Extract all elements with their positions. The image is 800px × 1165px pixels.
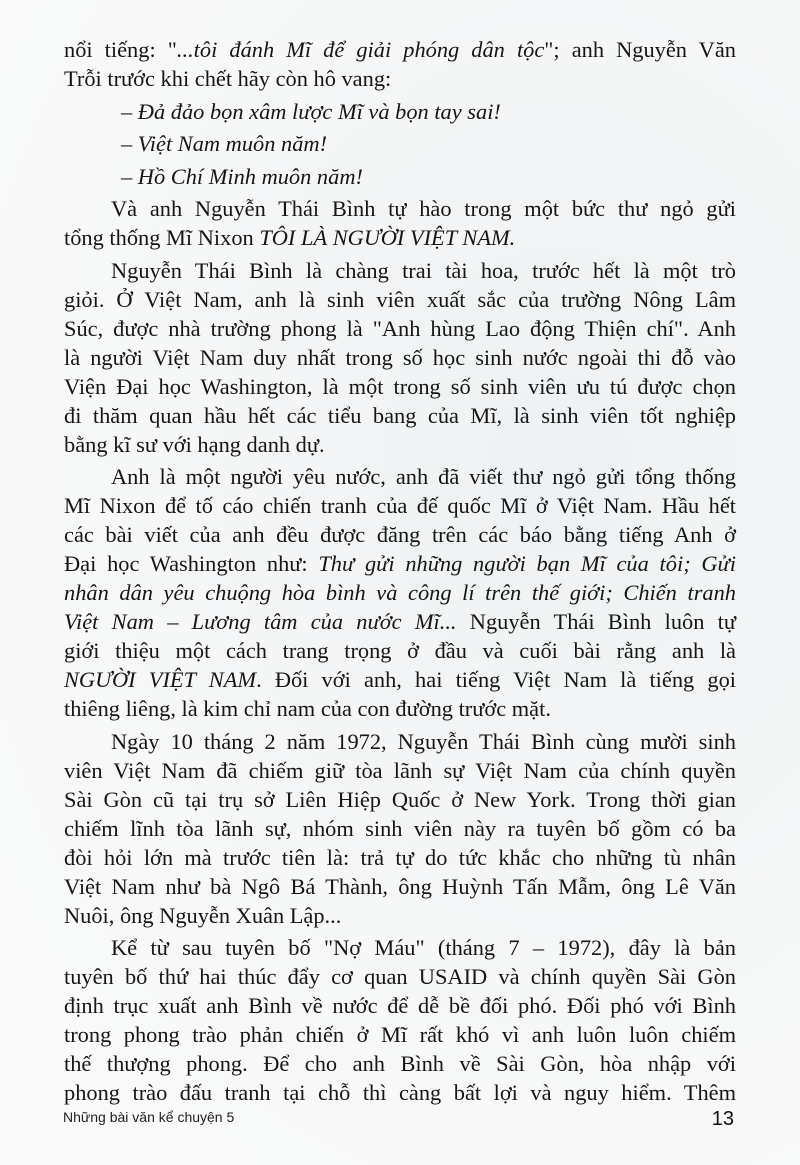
text-segment: . Đối với anh, hai tiếng Việt Nam là tiếng gọi — [256, 667, 736, 692]
italic-text: Thư gửi những người bạn Mĩ của tôi; Gửi — [318, 551, 736, 576]
slogan-item — [64, 97, 736, 126]
text-line — [64, 1020, 736, 1049]
text-segment: trong phong trào phản chiến ở Mĩ rất khó vì anh luôn luôn chiếm — [64, 1022, 736, 1047]
text-segment: Nuôi, ông Nguyễn Xuân Lập... — [64, 902, 342, 928]
text-segment: Nguyễn Thái Bình luôn tự — [456, 609, 737, 634]
italic-text: Đả đảo bọn xâm lược Mĩ và bọn tay sai! — [137, 98, 501, 124]
text-segment: đòi hỏi lớn mà trước tiên là: trả tự do tức khắc cho những tù nhân — [64, 844, 736, 870]
italic-text: TÔI LÀ NGƯỜI VIỆT NAM. — [259, 225, 516, 250]
body-text — [64, 35, 736, 1111]
text-line — [64, 97, 736, 126]
text-segment: Ngày 10 tháng 2 năm 1972, Nguyễn Thái Bình cùng mười sinh — [111, 728, 736, 754]
text-segment: chiếm lĩnh tòa lãnh sự, nhóm sinh viên này ra tuyên bố gồm có ba — [64, 815, 736, 841]
text-line — [64, 901, 736, 930]
text-segment: Súc, được nhà trường phong là "Anh hùng Lao động Thiện chí". Anh — [64, 315, 736, 341]
text-segment: – — [121, 98, 138, 124]
text-segment: Mĩ Nixon để tố cáo chiến tranh của đế quốc Mĩ ở Việt Nam. Hầu hết — [64, 493, 736, 518]
italic-text: ...tôi đánh Mĩ để giải phóng dân tộc — [176, 37, 545, 62]
text-segment: Việt Nam như bà Ngô Bá Thành, ông Huỳnh Tấn Mẫm, ông Lê Văn — [64, 873, 736, 899]
text-segment: thiêng liêng, là kim chỉ nam của con đường trước mặt. — [64, 696, 551, 721]
text-segment: Viện Đại học Washington, là một trong số sinh viên ưu tú được chọn — [64, 373, 736, 399]
paragraph — [64, 256, 736, 459]
italic-text: Hồ Chí Minh muôn năm! — [137, 163, 363, 189]
text-line — [64, 814, 736, 843]
text-segment: viên Việt Nam đã chiếm giữ tòa lãnh sự Việt Nam của chính quyền — [64, 757, 736, 783]
paragraph — [64, 194, 736, 252]
page-number: 13 — [711, 1108, 734, 1130]
text-segment: Kể từ sau tuyên bố "Nợ Máu" (tháng 7 – 1972), đây là bản — [111, 935, 736, 960]
text-segment: bằng kĩ sư với hạng danh dự. — [64, 431, 325, 457]
text-line — [64, 194, 736, 223]
text-line — [64, 401, 736, 430]
text-segment: tổng thống Mĩ Nixon — [64, 225, 260, 250]
text-line — [64, 933, 736, 962]
text-segment: Anh là một người yêu nước, anh đã viết thư ngỏ gửi tổng thống — [111, 464, 736, 489]
text-line — [64, 607, 736, 636]
text-segment: Sài Gòn cũ tại trụ sở Liên Hiệp Quốc ở New York. Trong thời gian — [64, 786, 736, 812]
text-line — [64, 785, 736, 814]
text-line — [64, 727, 736, 756]
slogan-item — [64, 162, 736, 191]
text-line — [64, 162, 736, 191]
text-segment: giỏi. Ở Việt Nam, anh là sinh viên xuất sắc của trường Nông Lâm — [64, 286, 736, 312]
italic-text: Việt Nam – Lương tâm của nước Mĩ... — [64, 609, 457, 634]
text-segment: các bài viết của anh đều được đăng trên các báo bằng tiếng Anh ở — [64, 522, 736, 547]
text-line — [64, 520, 736, 549]
text-segment: Đại học Washington như: — [64, 551, 319, 576]
paragraph — [64, 727, 736, 930]
text-line — [64, 372, 736, 401]
text-line — [64, 223, 736, 252]
text-line — [64, 962, 736, 991]
text-segment: "; anh Nguyễn Văn — [544, 37, 736, 62]
text-line — [64, 129, 736, 158]
paragraph — [64, 933, 736, 1107]
text-segment: định trục xuất anh Bình về nước để dễ bề đối phó. Đối phó với Bình — [64, 993, 736, 1018]
paragraph — [64, 35, 736, 93]
text-segment: thế thượng phong. Để cho anh Bình về Sài Gòn, hòa nhập với — [64, 1051, 736, 1076]
slogan-item — [64, 129, 736, 158]
text-segment: tuyên bố thứ hai thúc đẩy cơ quan USAID và chính quyền Sài Gòn — [64, 964, 736, 989]
text-line — [64, 314, 736, 343]
text-line — [64, 694, 736, 723]
text-line — [64, 343, 736, 372]
text-segment: phong trào đấu tranh tại chỗ thì càng bất lợi và nguy hiểm. Thêm — [64, 1080, 736, 1105]
text-line — [64, 1078, 736, 1107]
text-line — [64, 35, 736, 64]
text-line — [64, 665, 736, 694]
text-line — [64, 64, 736, 93]
text-line — [64, 578, 736, 607]
text-segment: – — [121, 131, 138, 156]
text-line — [64, 285, 736, 314]
text-line — [64, 843, 736, 872]
text-line — [64, 430, 736, 459]
italic-text: Việt Nam muôn năm! — [137, 131, 328, 156]
text-segment: Nguyễn Thái Bình là chàng trai tài hoa, trước hết là một trò — [111, 257, 736, 283]
text-line — [64, 256, 736, 285]
text-segment: – — [121, 163, 138, 189]
footer-book-title: Những bài văn kể chuyện 5 — [63, 1109, 235, 1125]
text-line — [64, 491, 736, 520]
text-line — [64, 462, 736, 491]
italic-text: nhân dân yêu chuộng hòa bình và công lí trên thế giới; Chiến tranh — [64, 580, 736, 605]
text-line — [64, 549, 736, 578]
paragraph — [64, 462, 736, 723]
text-line — [64, 872, 736, 901]
text-line — [64, 756, 736, 785]
text-segment: là người Việt Nam duy nhất trong số học sinh nước ngoài thi đỗ vào — [64, 344, 736, 370]
text-segment: Trỗi trước khi chết hãy còn hô vang: — [64, 66, 392, 91]
text-segment: đi thăm quan hầu hết các tiểu bang của Mĩ, là sinh viên tốt nghiệp — [64, 402, 736, 428]
text-line — [64, 991, 736, 1020]
text-line — [64, 636, 736, 665]
italic-text: NGƯỜI VIỆT NAM — [64, 667, 257, 692]
text-line — [64, 1049, 736, 1078]
text-segment: giới thiệu một cách trang trọng ở đầu và cuối bài rằng anh là — [64, 638, 736, 663]
text-segment: nổi tiếng: " — [64, 37, 177, 62]
text-segment: Và anh Nguyễn Thái Bình tự hào trong một bức thư ngỏ gửi — [111, 196, 736, 221]
